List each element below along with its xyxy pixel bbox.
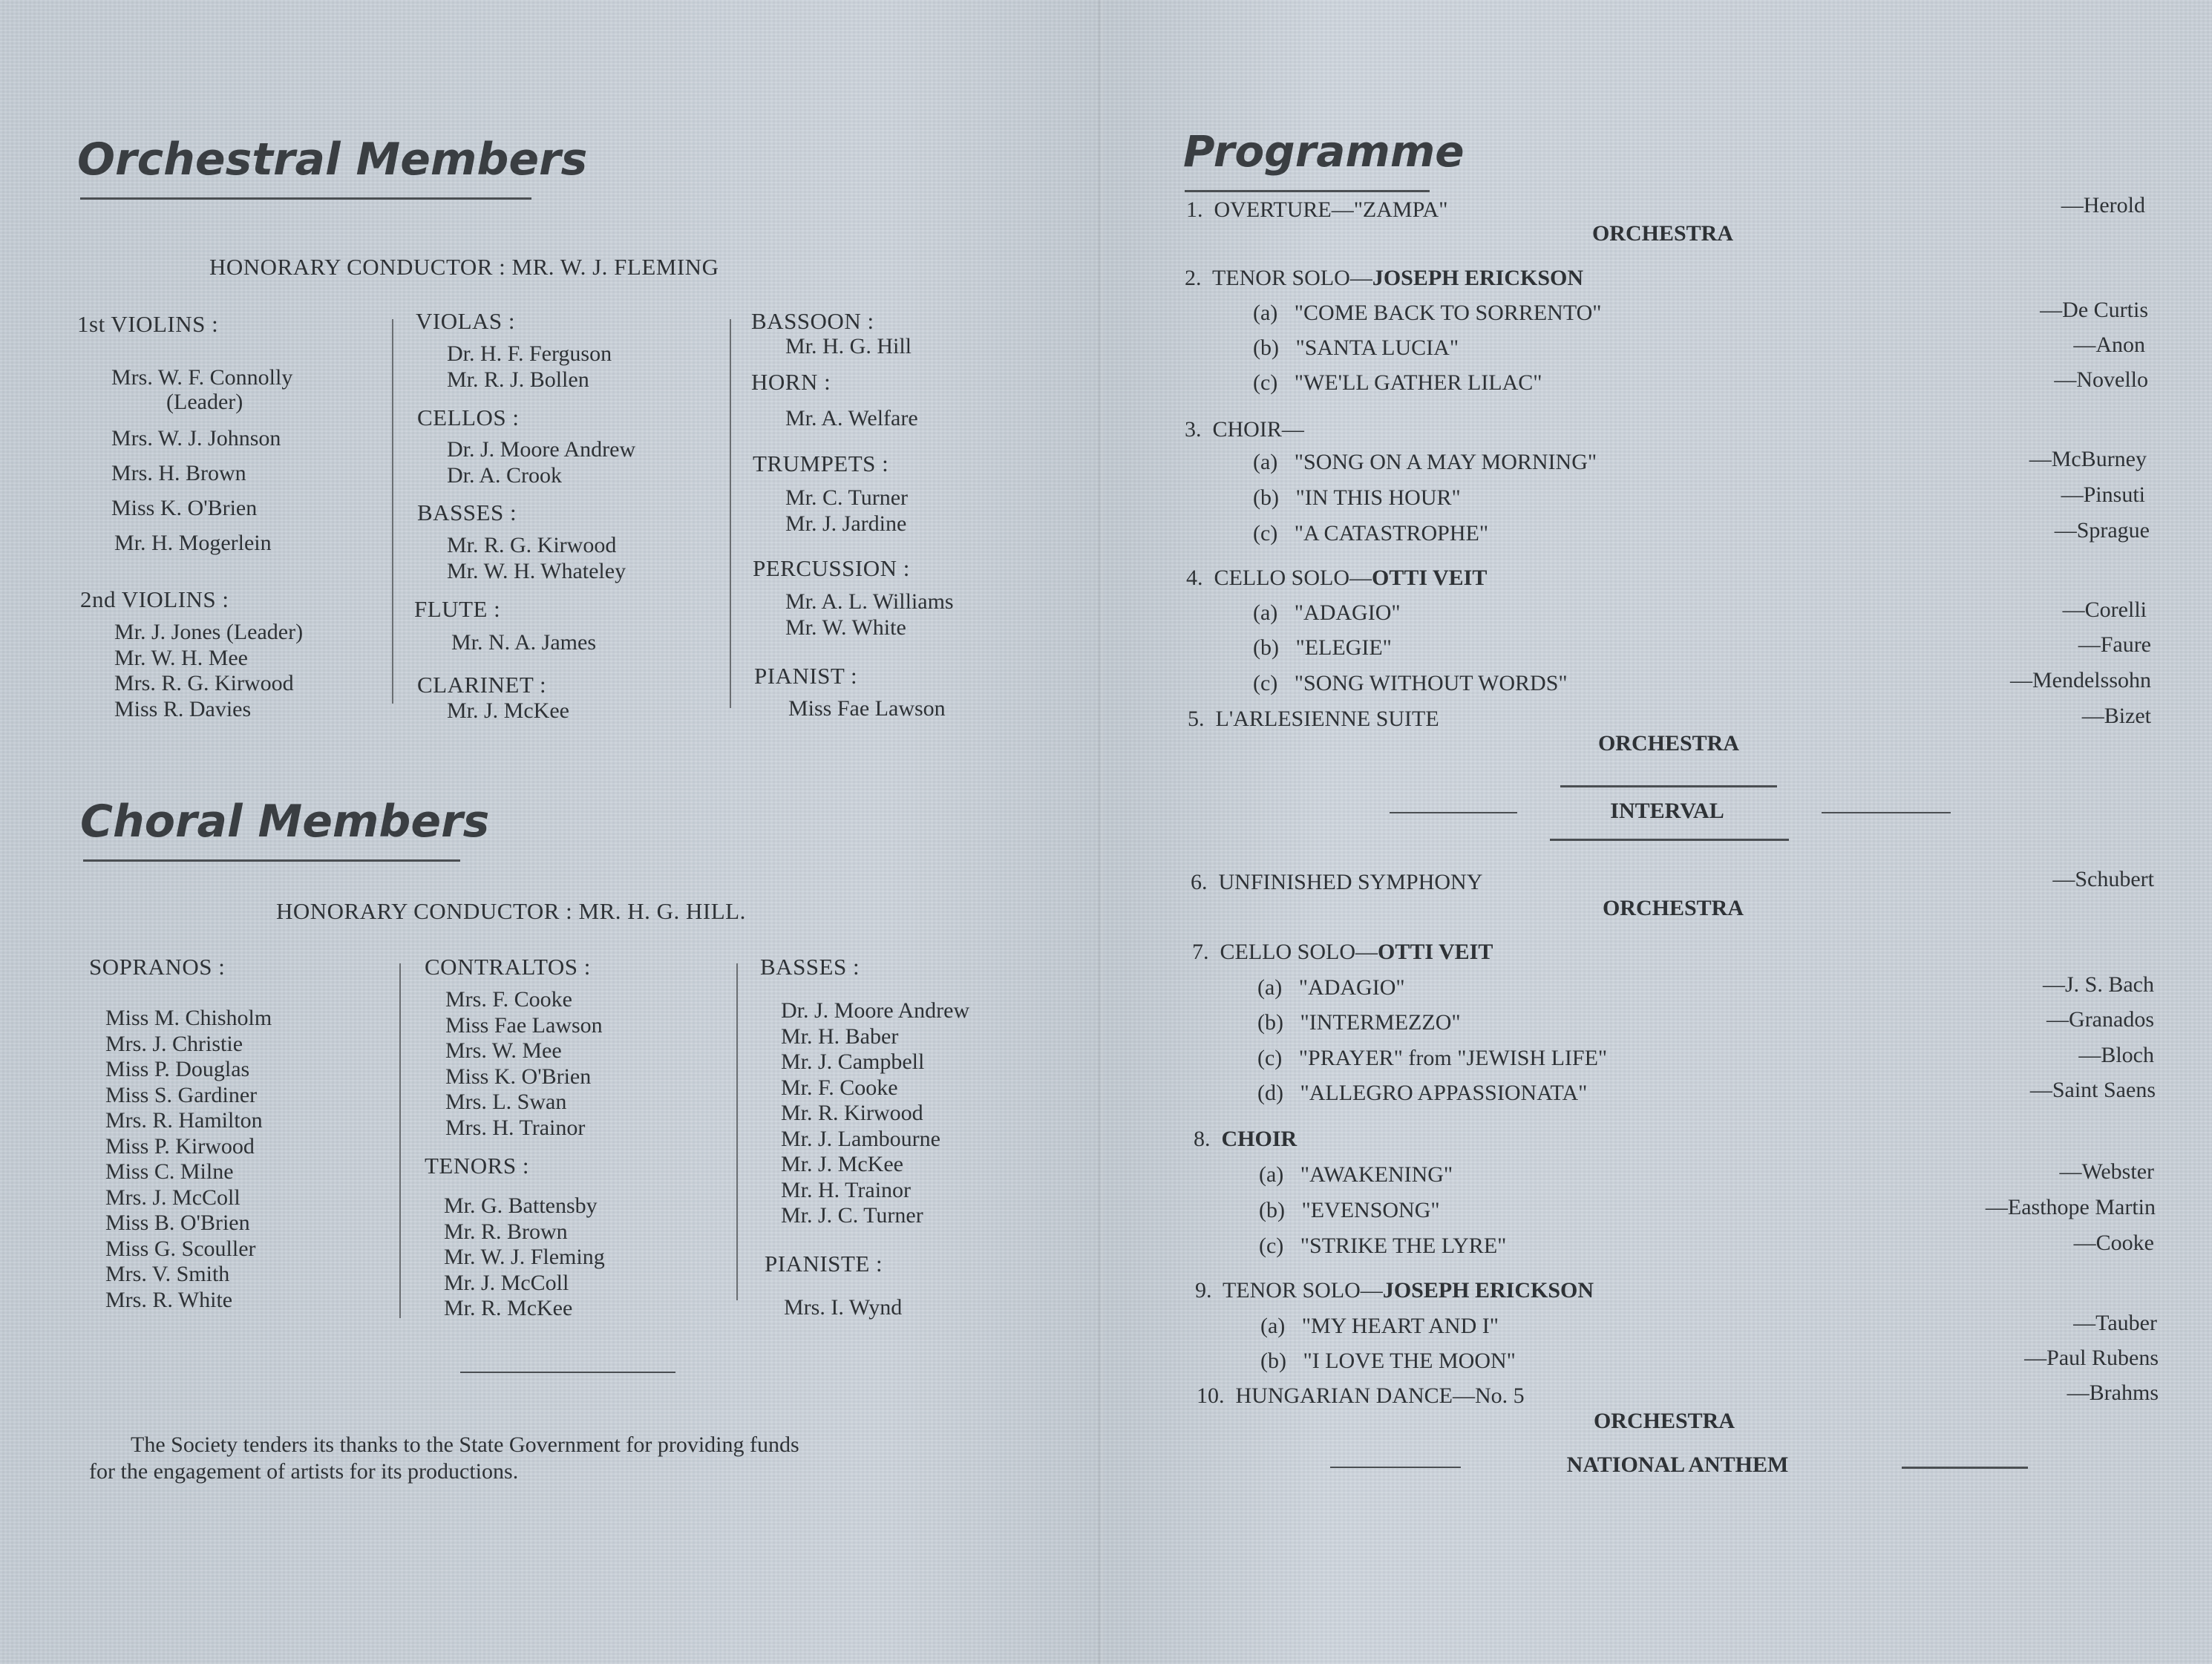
basses-list	[447, 533, 626, 584]
thanks-line-2: for the engagement of artists for its productions.	[89, 1459, 519, 1484]
contraltos-list	[445, 987, 603, 1141]
second-violins-heading: 2nd VIOLINS :	[80, 586, 229, 612]
sub-title: "AWAKENING"	[1300, 1162, 1453, 1187]
list-item: Mrs. J. McColl	[105, 1185, 240, 1210]
violas-heading: VIOLAS :	[416, 308, 516, 334]
choral-members-heading: Choral Members	[80, 796, 490, 848]
list-item: Dr. J. Moore Andrew	[781, 998, 970, 1023]
percussion-heading: PERCUSSION :	[753, 555, 910, 581]
programme-item-7	[1192, 940, 1493, 965]
section-divider	[460, 1372, 675, 1373]
sub-item	[1253, 635, 1392, 661]
sub-title: "ELEGIE"	[1295, 635, 1392, 660]
pianist-heading: PIANIST :	[754, 663, 858, 689]
item-number: 5.	[1188, 707, 1205, 731]
sub-item	[1253, 450, 1597, 475]
sub-letter: (a)	[1253, 450, 1278, 474]
sub-letter: (c)	[1253, 671, 1278, 695]
composer: —J. S. Bach	[2043, 972, 2154, 997]
orchestral-conductor: HONORARY CONDUCTOR : MR. W. J. FLEMING	[209, 254, 719, 280]
sub-title: "SONG WITHOUT WORDS"	[1294, 671, 1568, 695]
performer: OTTI VEIT	[1372, 566, 1488, 590]
sub-letter: (a)	[1260, 1314, 1286, 1338]
sub-title: "ADAGIO"	[1298, 975, 1405, 1000]
list-item: Mrs. R. Hamilton	[105, 1108, 263, 1133]
composer: —Bloch	[2078, 1043, 2154, 1067]
orchestral-heading-underline	[80, 197, 531, 200]
list-item: Mrs. W. F. Connolly	[111, 365, 293, 390]
orchestra-label: ORCHESTRA	[1593, 1409, 1735, 1433]
first-violins-heading: 1st VIOLINS :	[77, 311, 219, 337]
orchestral-members-heading: Orchestral Members	[77, 134, 588, 186]
list-item: Miss S. Gardiner	[105, 1082, 258, 1107]
composer: —Saint Saens	[2029, 1078, 2156, 1102]
choral-conductor: HONORARY CONDUCTOR : MR. H. G. HILL.	[276, 898, 746, 924]
sub-title: "PRAYER" from "JEWISH LIFE"	[1298, 1046, 1608, 1070]
national-anthem: NATIONAL ANTHEM	[1566, 1452, 1789, 1477]
sub-item	[1253, 521, 1488, 546]
item-title: L'ARLESIENNE SUITE	[1215, 707, 1439, 731]
clarinet-heading: CLARINET :	[417, 672, 547, 698]
tenors-list	[444, 1193, 605, 1322]
list-item: Miss P. Kirwood	[105, 1133, 255, 1159]
composer: —Corelli	[2062, 597, 2147, 622]
list-item: Mr. J. McKee	[781, 1152, 903, 1176]
list-item: Mr. J. Lambourne	[781, 1126, 940, 1151]
sub-item	[1257, 975, 1405, 1000]
list-item: Mr. R. McKee	[444, 1296, 573, 1320]
list-item: Mr. W. H. Whateley	[447, 558, 626, 583]
programme-item-2	[1185, 266, 1583, 291]
sub-item	[1259, 1162, 1453, 1188]
composer: —Granados	[2046, 1007, 2154, 1032]
pianiste-heading: PIANISTE :	[765, 1251, 883, 1277]
violas-list	[447, 341, 612, 393]
composer: —Schubert	[2052, 867, 2154, 891]
list-item: Miss Fae Lawson	[445, 1012, 603, 1038]
sub-title: "WE'LL GATHER LILAC"	[1294, 370, 1542, 395]
choral-basses-list	[781, 998, 969, 1229]
choral-heading-underline	[83, 859, 460, 862]
thanks-line-1: The Society tenders its thanks to the State Government for providing funds	[131, 1432, 799, 1457]
composer: —Faure	[2078, 632, 2151, 657]
sub-letter: (b)	[1259, 1198, 1285, 1222]
sub-item	[1259, 1234, 1506, 1259]
item-number: 7.	[1192, 940, 1209, 964]
interval-rule-bottom	[1550, 839, 1789, 841]
list-item: Miss C. Milne	[105, 1159, 234, 1184]
sub-letter: (b)	[1253, 335, 1279, 360]
sub-item	[1253, 301, 1602, 326]
list-item: Mrs. H. Trainor	[445, 1115, 586, 1140]
list-item: Mrs. W. Mee	[445, 1038, 562, 1063]
center-fold	[1097, 0, 1105, 1664]
sub-item	[1253, 485, 1461, 511]
horn-heading: HORN :	[751, 369, 831, 395]
column-divider	[730, 319, 731, 708]
bassoon-heading: BASSOON :	[751, 308, 874, 334]
contraltos-heading: CONTRALTOS :	[425, 954, 591, 980]
list-item: Mr. H. Baber	[781, 1023, 899, 1049]
list-item: Mr. R. Brown	[444, 1219, 568, 1244]
sub-item	[1253, 370, 1542, 396]
list-item: Miss R. Davies	[114, 696, 252, 721]
composer: —De Curtis	[2040, 298, 2148, 322]
item-number: 3.	[1185, 417, 1202, 442]
list-item: Mr. N. A. James	[451, 630, 596, 655]
orchestra-label: ORCHESTRA	[1597, 731, 1740, 756]
item-title: TENOR SOLO—	[1211, 266, 1372, 290]
anthem-rule-left	[1330, 1467, 1461, 1468]
item-number: 1.	[1186, 197, 1203, 222]
programme-item-6	[1191, 870, 1482, 895]
item-title: TENOR SOLO—	[1222, 1278, 1383, 1303]
list-item: Mrs. R. G. Kirwood	[114, 671, 294, 695]
item-title: UNFINISHED SYMPHONY	[1218, 870, 1483, 894]
composer: —McBurney	[2029, 447, 2147, 471]
cellos-list	[447, 437, 635, 488]
sub-item	[1253, 671, 1568, 696]
sub-item	[1257, 1010, 1461, 1035]
sub-title: "COME BACK TO SORRENTO"	[1294, 301, 1602, 325]
sub-letter: (a)	[1259, 1162, 1284, 1187]
sub-title: "ALLEGRO APPASSIONATA"	[1300, 1081, 1588, 1105]
item-number: 2.	[1185, 266, 1202, 290]
list-item: Mr. R. G. Kirwood	[447, 533, 617, 557]
sub-title: "I LOVE THE MOON"	[1303, 1349, 1516, 1373]
composer: —Anon	[2073, 333, 2145, 357]
programme-item-3	[1185, 417, 1304, 442]
composer: —Pinsuti	[2061, 482, 2145, 507]
programme-item-4	[1186, 566, 1487, 591]
list-item: Mrs. W. J. Johnson	[111, 426, 281, 451]
list-item: Mr. W. J. Fleming	[444, 1245, 605, 1269]
list-item: Mr. J. Jardine	[785, 511, 907, 536]
sub-letter: (b)	[1260, 1349, 1286, 1373]
composer: —Webster	[2059, 1159, 2154, 1184]
list-item: Dr. J. Moore Andrew	[447, 437, 636, 462]
trumpets-heading: TRUMPETS :	[753, 451, 889, 476]
orchestra-label: ORCHESTRA	[1602, 896, 1744, 920]
composer: —Sprague	[2054, 518, 2150, 543]
list-item: Miss K. O'Brien	[445, 1064, 592, 1089]
basses-heading: BASSES :	[417, 499, 517, 525]
list-item: Mr. G. Battensby	[444, 1193, 598, 1218]
flute-heading: FLUTE :	[414, 596, 501, 622]
composer: —Bizet	[2081, 704, 2151, 728]
sub-item	[1260, 1314, 1499, 1339]
sub-title: "IN THIS HOUR"	[1295, 485, 1461, 510]
programme-heading-underline	[1185, 190, 1430, 192]
composer: —Mendelssohn	[2010, 668, 2151, 692]
column-divider	[736, 963, 738, 1300]
sub-letter: (c)	[1259, 1234, 1284, 1258]
item-title: CHOIR—	[1212, 417, 1304, 442]
list-item: (Leader)	[166, 390, 243, 414]
item-number: 8.	[1194, 1127, 1211, 1151]
programme-item-8	[1194, 1127, 1297, 1152]
sub-title: "MY HEART AND I"	[1301, 1314, 1499, 1338]
list-item: Dr. H. F. Ferguson	[447, 341, 612, 366]
sub-letter: (c)	[1253, 521, 1278, 546]
list-item: Mrs. R. White	[105, 1287, 233, 1312]
trumpets-list	[785, 485, 908, 537]
sub-letter: (c)	[1257, 1046, 1283, 1070]
anthem-rule-right	[1902, 1467, 2028, 1469]
sub-item	[1259, 1198, 1440, 1223]
sopranos-heading: SOPRANOS :	[89, 954, 226, 980]
orchestra-label: ORCHESTRA	[1591, 221, 1734, 246]
list-item: Mrs. H. Brown	[111, 461, 246, 485]
sub-title: "EVENSONG"	[1301, 1198, 1440, 1222]
item-number: 10.	[1197, 1383, 1225, 1408]
list-item: Miss B. O'Brien	[105, 1211, 250, 1235]
sub-title: "STRIKE THE LYRE"	[1300, 1234, 1507, 1258]
item-title: OVERTURE—"ZAMPA"	[1214, 197, 1448, 222]
item-title: HUNGARIAN DANCE—No. 5	[1235, 1383, 1525, 1408]
sub-title: "SANTA LUCIA"	[1295, 335, 1459, 360]
sub-item	[1253, 600, 1401, 626]
performer: OTTI VEIT	[1378, 940, 1493, 964]
list-item: Mrs. L. Swan	[445, 1090, 567, 1114]
sub-letter: (c)	[1253, 370, 1278, 395]
list-item: Mrs. V. Smith	[105, 1262, 230, 1286]
list-item: Mr. H. G. Hill	[785, 334, 912, 358]
programme-item-9	[1195, 1278, 1594, 1303]
programme-heading: Programme	[1183, 126, 1465, 177]
performer: JOSEPH ERICKSON	[1382, 1278, 1594, 1303]
column-divider	[392, 319, 393, 704]
list-item: Miss Fae Lawson	[788, 696, 946, 721]
sopranos-list	[105, 1006, 272, 1313]
composer: —Brahms	[2067, 1380, 2159, 1405]
second-violins-list	[114, 620, 303, 722]
composer: —Cooke	[2073, 1231, 2154, 1255]
list-item: Miss G. Scouller	[105, 1236, 256, 1261]
sub-title: "ADAGIO"	[1294, 600, 1401, 625]
performer: JOSEPH ERICKSON	[1372, 266, 1584, 290]
list-item: Mr. J. McKee	[447, 698, 569, 723]
sub-title: "A CATASTROPHE"	[1294, 521, 1489, 546]
sub-item	[1260, 1349, 1516, 1374]
column-divider	[399, 963, 401, 1318]
list-item: Mr. R. Kirwood	[781, 1101, 923, 1125]
list-item: Mr. H. Trainor	[781, 1177, 912, 1202]
list-item: Mr. J. Campbell	[781, 1049, 925, 1074]
sub-letter: (a)	[1253, 301, 1278, 325]
list-item: Mrs. I. Wynd	[784, 1295, 903, 1320]
list-item: Miss M. Chisholm	[105, 1006, 272, 1030]
list-item: Mr. J. McColl	[444, 1270, 569, 1295]
item-number: 6.	[1191, 870, 1208, 894]
sub-letter: (b)	[1253, 635, 1279, 660]
list-item: Mr. C. Turner	[785, 485, 909, 510]
sub-item	[1253, 335, 1459, 361]
list-item: Mr. F. Cooke	[781, 1075, 898, 1100]
list-item: Mr. A. L. Williams	[785, 589, 954, 614]
interval-rule-left	[1390, 812, 1517, 813]
sub-letter: (a)	[1253, 600, 1278, 625]
sub-letter: (b)	[1257, 1010, 1283, 1035]
item-number: 4.	[1186, 566, 1203, 590]
tenors-heading: TENORS :	[425, 1153, 529, 1179]
sub-letter: (a)	[1257, 975, 1283, 1000]
composer: —Tauber	[2073, 1311, 2157, 1335]
composer: —Paul Rubens	[2024, 1346, 2159, 1370]
item-title: CELLO SOLO—	[1220, 940, 1378, 964]
list-item: Mrs. J. Christie	[105, 1031, 243, 1056]
item-title: CHOIR	[1221, 1127, 1298, 1151]
list-item: Mr. W. H. Mee	[114, 645, 248, 670]
list-item: Miss P. Douglas	[105, 1057, 250, 1081]
list-item: Mr. J. C. Turner	[781, 1203, 923, 1228]
programme-item-10	[1197, 1383, 1525, 1409]
composer: —Herold	[2061, 193, 2145, 217]
list-item: Mr. R. J. Bollen	[447, 367, 589, 392]
choral-basses-heading: BASSES :	[760, 954, 860, 980]
interval-rule-right	[1822, 812, 1951, 813]
sub-title: "SONG ON A MAY MORNING"	[1294, 450, 1597, 474]
list-item: Mr. J. Jones (Leader)	[114, 620, 304, 644]
sub-letter: (b)	[1253, 485, 1279, 510]
sub-item	[1257, 1046, 1607, 1071]
percussion-list	[785, 589, 954, 641]
cellos-heading: CELLOS :	[417, 404, 520, 430]
composer: —Novello	[2054, 367, 2148, 392]
item-title: CELLO SOLO—	[1214, 566, 1372, 590]
sub-title: "INTERMEZZO"	[1300, 1010, 1461, 1035]
item-number: 9.	[1195, 1278, 1212, 1303]
sub-letter: (d)	[1257, 1081, 1283, 1105]
interval-rule-top	[1560, 785, 1777, 787]
list-item: Dr. A. Crook	[447, 462, 563, 488]
sub-item	[1257, 1081, 1587, 1106]
list-item: Miss K. O'Brien	[111, 496, 258, 520]
list-item: Mrs. F. Cooke	[445, 987, 572, 1012]
programme-item-5	[1188, 707, 1439, 732]
list-item: Mr. H. Mogerlein	[114, 531, 272, 555]
programme-item-1	[1186, 197, 1447, 223]
list-item: Mr. A. Welfare	[785, 406, 918, 430]
list-item: Mr. W. White	[785, 615, 906, 640]
interval-label: INTERVAL	[1610, 799, 1724, 823]
composer: —Easthope Martin	[1985, 1195, 2156, 1219]
